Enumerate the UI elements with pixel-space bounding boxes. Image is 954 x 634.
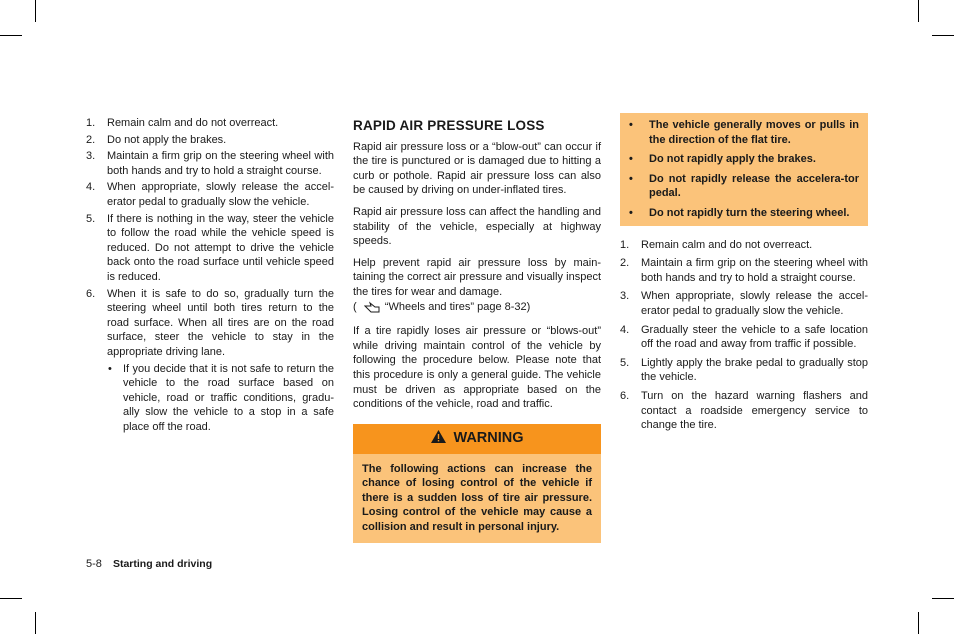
cross-reference-link[interactable]: “Wheels and tires” page 8-32) — [384, 300, 531, 313]
warning-title: WARNING — [453, 430, 524, 447]
right-column — [620, 113, 868, 437]
sub-bullet-list — [107, 362, 334, 435]
paragraph: If a tire rapidly loses air pressure or “blows-out” while driving maintain control of the vehicle by following the procedure below. Please note that this procedure is only a general guide. The vehicle must be driven as appropriate based on the conditions of the vehicle, road and traffic. — [353, 325, 601, 411]
section-heading: RAPID AIR PRESSURE LOSS — [353, 118, 545, 133]
warning-header — [353, 424, 601, 454]
warning-triangle-icon — [430, 429, 447, 448]
crop-mark — [918, 0, 919, 22]
bullet-icon: • — [108, 362, 112, 375]
warning-bullet-item: • Do not rapidly apply the brakes. — [629, 153, 816, 166]
crop-mark — [918, 612, 919, 634]
warning-bullet-item: • The vehicle generally moves or pulls in the direction of the flat tire. — [629, 119, 859, 146]
list-item: 1. Remain calm and do not overreact. — [86, 117, 279, 129]
page-number: 5-8 — [86, 558, 102, 570]
bullet-icon: • — [629, 153, 633, 166]
list-item: 6. Turn on the hazard warning flashers and contact a roadside emergency service to change the tire. — [620, 389, 868, 432]
bullet-icon: • — [629, 172, 633, 185]
section-title: Starting and driving — [112, 558, 213, 570]
crop-mark — [35, 612, 36, 634]
list-item: 1. Remain calm and do not overreact. — [620, 238, 813, 251]
list-item: 5. If there is nothing in the way, steer the vehicle to follow the road while the vehicle speed is reduced. Do not attempt to drive the vehicle back onto the road surface until vehicle speed is reduced. — [86, 212, 334, 283]
sub-bullet-item: • If you decide that it is not safe to return the vehicle to the road surface based on vehicle, road or traffic conditions, gradu-ally slow the vehicle to a stop in a safe place off the road. — [108, 362, 334, 433]
left-column — [86, 116, 334, 436]
warning-bullet-list — [629, 118, 859, 221]
page-footer — [86, 558, 212, 570]
crop-mark — [0, 35, 22, 36]
list-item: 2. Maintain a firm grip on the steering wheel with both hands and try to hold a straight course. — [620, 257, 868, 284]
list-item: 3. Maintain a firm grip on the steering wheel with both hands and try to hold a straight course. — [86, 150, 334, 177]
bullet-icon: • — [629, 119, 633, 131]
list-item: 2. Do not apply the brakes. — [86, 133, 227, 146]
warning-box — [353, 424, 601, 543]
warning-text: The following actions can increase the chance of losing control of the vehicle if there is a sudden loss of tire air pressure. Losing control of the vehicle may cause a collision and result in personal injury. — [353, 454, 601, 543]
crop-mark — [932, 598, 954, 599]
paragraph: Rapid air pressure loss or a “blow-out” can occur if the tire is punctured or is damaged due to hitting a curb or pothole. Rapid air pressure loss can also be caused by driving on under-inflated tires. — [353, 140, 601, 197]
warning-continued-box — [620, 113, 868, 226]
paragraph: Rapid air pressure loss can affect the handling and stability of the vehicle, especially at highway speeds. — [353, 205, 601, 248]
crop-mark — [932, 35, 954, 36]
list-item: 3. When appropriate, slowly release the accel-erator pedal to gradually slow the vehicle. — [620, 290, 868, 317]
list-item: 6. When it is safe to do so, gradually turn the steering wheel until both tires return to the road surface. When all tires are on the road surface, steer the vehicle to stay in the appropriate driving lane. • If you decide that it is not safe to return the vehicle to the road surface based on vehicle, road or traffic conditions, gradu-ally slow the vehicle to a stop in a safe place off the road. — [86, 287, 334, 433]
list-item: 4. Gradually steer the vehicle to a safe location off the road and away from traffic if possible. — [620, 323, 868, 351]
warning-bullet-item: • Do not rapidly turn the steering wheel. — [629, 206, 850, 219]
procedure-list — [620, 238, 868, 433]
bullet-icon: • — [629, 206, 633, 219]
crop-mark — [0, 598, 22, 599]
paragraph: Help prevent rapid air pressure loss by main-taining the correct air pressure and visually inspect the tires for wear and damage. ( “Wheels and tires” page 8-32) — [353, 256, 601, 317]
reference-pointer-icon — [364, 301, 380, 318]
list-item: 5. Lightly apply the brake pedal to gradually stop the vehicle. — [620, 356, 868, 384]
crop-mark — [35, 0, 36, 22]
warning-bullet-item: • Do not rapidly release the accelera-tor pedal. — [629, 172, 859, 200]
middle-column — [353, 116, 601, 543]
procedure-list — [86, 116, 334, 434]
list-item: 4. When appropriate, slowly release the accel-erator pedal to gradually slow the vehicle. — [86, 181, 334, 208]
